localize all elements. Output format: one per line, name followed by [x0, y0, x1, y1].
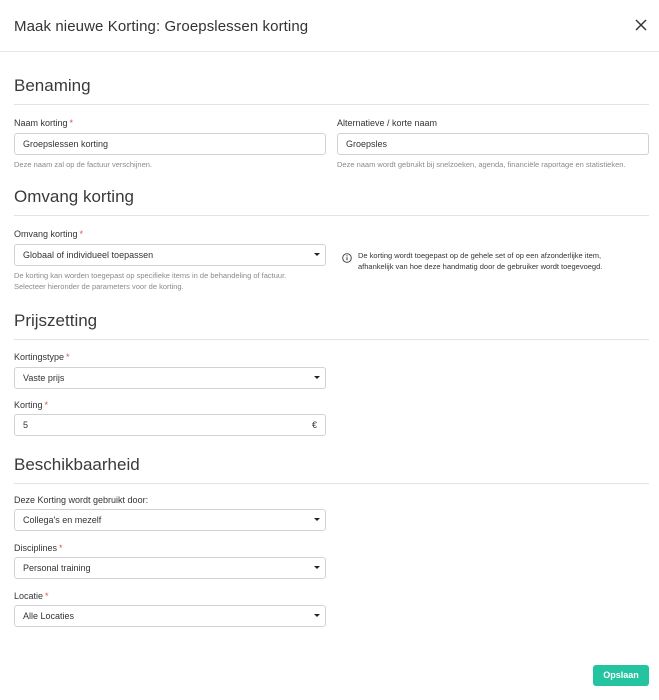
alt-naam-input[interactable] [337, 133, 649, 155]
kortingstype-select[interactable] [14, 367, 326, 389]
locatie-select[interactable] [14, 605, 326, 627]
section-divider [14, 215, 649, 216]
caret-down-icon [314, 518, 320, 521]
omvang-info-text [358, 250, 648, 272]
disciplines-label-text: Disciplines [14, 543, 58, 553]
gebruikt-door-select[interactable] [14, 509, 326, 531]
omvang-korting-label [14, 229, 83, 239]
required-marker: * [44, 400, 49, 410]
section-title-prijszetting: Prijszetting [14, 311, 98, 330]
section-title-omvang: Omvang korting [14, 187, 134, 206]
modal-header [0, 0, 659, 52]
locatie-label-text: Locatie [14, 591, 44, 601]
required-marker: * [79, 229, 84, 239]
omvang-korting-select[interactable] [14, 244, 326, 266]
omvang-help-line: Selecteer hieronder de parameters voor de korting. [14, 282, 184, 291]
section-title-benaming: Benaming [14, 76, 91, 95]
kortingstype-label [14, 352, 70, 362]
kortingstype-value: Vaste prijs [23, 373, 65, 383]
section-title-beschikbaarheid: Beschikbaarheid [14, 455, 140, 474]
kortingstype-label-text: Kortingstype [14, 352, 65, 362]
required-marker: * [69, 118, 74, 128]
omvang-info-line: afhankelijk van hoe deze handmatig door de gebruiker wordt toegevoegd. [358, 262, 603, 271]
korting-label-text: Korting [14, 400, 43, 410]
caret-down-icon [314, 376, 320, 379]
naam-korting-label-text: Naam korting [14, 118, 68, 128]
caret-down-icon [314, 614, 320, 617]
alt-naam-help: Deze naam wordt gebruikt bij snelzoeken, agenda, financiële raportage en statistieken. [337, 160, 626, 169]
gebruikt-door-value: Collega's en mezelf [23, 515, 102, 525]
omvang-korting-label-text: Omvang korting [14, 229, 78, 239]
section-divider [14, 483, 649, 484]
save-button[interactable]: Opslaan [593, 665, 649, 686]
caret-down-icon [314, 253, 320, 256]
locatie-label [14, 591, 49, 601]
naam-korting-input[interactable] [14, 133, 326, 155]
korting-label [14, 400, 48, 410]
disciplines-select[interactable] [14, 557, 326, 579]
required-marker: * [66, 352, 70, 362]
locatie-value: Alle Locaties [23, 611, 75, 621]
close-icon[interactable] [630, 14, 652, 36]
omvang-info-line: De korting wordt toegepast op de gehele set of op een afzonderlijke item, [358, 251, 602, 260]
required-marker: * [59, 543, 63, 553]
gebruikt-door-label: Deze Korting wordt gebruikt door: [14, 495, 149, 505]
omvang-korting-value: Globaal of individueel toepassen [23, 250, 154, 260]
section-divider [14, 339, 649, 340]
naam-korting-value: Groepslessen korting [23, 139, 109, 149]
euro-suffix: € [311, 420, 317, 430]
korting-input[interactable] [14, 414, 326, 436]
naam-korting-label [14, 118, 73, 128]
modal-title: Maak nieuwe Korting: Groepslessen korting [14, 18, 309, 35]
info-icon [342, 250, 352, 260]
caret-down-icon [314, 566, 320, 569]
korting-value: 5 [23, 420, 29, 430]
omvang-korting-help [14, 270, 286, 292]
section-divider [14, 104, 649, 105]
disciplines-label [14, 543, 63, 553]
disciplines-value: Personal training [23, 563, 91, 573]
alt-naam-value: Groepsles [346, 139, 388, 149]
required-marker: * [45, 591, 49, 601]
naam-korting-help: Deze naam zal op de factuur verschijnen. [14, 160, 152, 169]
omvang-help-line: De korting kan worden toegepast op specifieke items in de behandeling of factuur. [14, 271, 287, 280]
alt-naam-label: Alternatieve / korte naam [337, 118, 438, 128]
